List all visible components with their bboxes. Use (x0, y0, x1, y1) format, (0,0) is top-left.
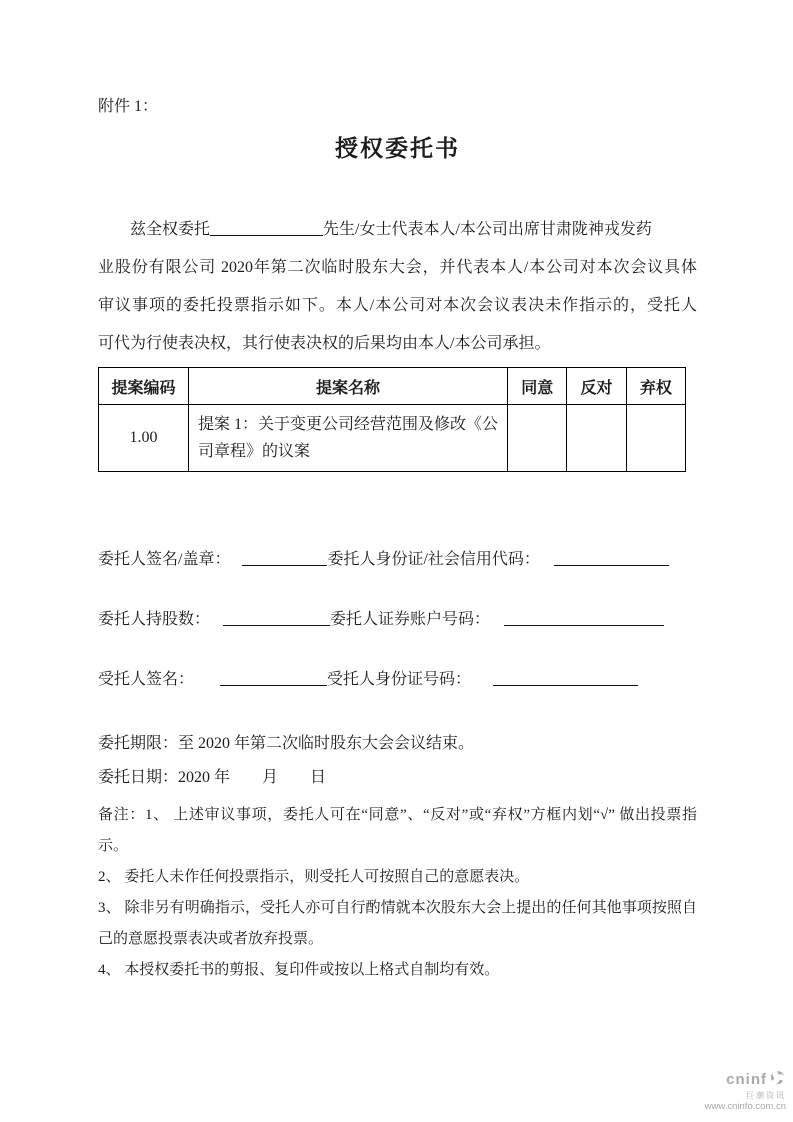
oppose-vote-cell (567, 405, 626, 472)
trustee-id-label: 受托人身份证号码： (327, 671, 472, 688)
note-item-4: 4、 本授权委托书的剪报、复印件或按以上格式自制均有效。 (98, 962, 500, 978)
paragraph-line-2: 业股份有限公司 2020年第二次临时股东大会，并代表本人/本公司对本次会议具体 (98, 259, 697, 276)
mandate-term-line: 委托期限：至 2020 年第二次临时股东大会会议结束。 (98, 735, 475, 752)
paragraph-line-1-post: 先生/女士代表本人/本公司出席甘肃陇神戎发药 (323, 221, 652, 238)
paragraph-line-1-pre: 兹全权委托 (130, 221, 211, 238)
cninfo-logo (705, 1069, 786, 1112)
header-agree: 同意 (508, 368, 567, 405)
cninfo-brand-text: cninf (726, 1070, 767, 1088)
principal-shares-label: 委托人持股数： (98, 611, 211, 628)
mandate-date-line: 委托日期：2020 年 月 日 (98, 769, 327, 786)
header-proposal-name: 提案名称 (188, 368, 507, 405)
trustee-signature-label: 受托人签名： (98, 671, 195, 688)
principal-signature-blank (242, 550, 327, 566)
agree-vote-cell (508, 405, 567, 472)
cninfo-chinese-name: 巨潮资讯 (746, 1090, 786, 1100)
document-content (98, 96, 697, 986)
proposal-table (98, 367, 686, 472)
principal-account-blank (504, 610, 664, 626)
note-item-1: 备注：1、 上述审议事项，委托人可在“同意”、“反对”或“弃权”方框内划“√” 做出投票指示。 (98, 807, 697, 854)
note-item-2: 2、 委托人未作任何投票指示，则受托人可按照自己的意愿表决。 (98, 869, 530, 885)
header-abstain: 弃权 (626, 368, 685, 405)
table-header-row (99, 368, 686, 405)
trustee-signature-blank (220, 670, 327, 686)
abstain-vote-cell (626, 405, 685, 472)
proposal-name-cell: 提案 1：关于变更公司经营范围及修改《公司章程》的议案 (188, 405, 507, 472)
principal-id-blank (554, 550, 669, 566)
trustee-signature-row (98, 668, 697, 692)
principal-id-label: 委托人身份证/社会信用代码： (327, 551, 540, 568)
proposal-code-cell: 1.00 (99, 405, 189, 472)
intro-paragraph (98, 211, 697, 363)
paragraph-line-4: 可代为行使表决权，其行使表决权的后果均由本人/本公司承担。 (98, 335, 551, 352)
signature-section (98, 548, 697, 692)
principal-shares-row (98, 608, 697, 632)
header-proposal-code: 提案编码 (99, 368, 189, 405)
attachment-label: 附件 1： (98, 98, 159, 115)
principal-shares-blank (223, 610, 330, 626)
principal-account-label: 委托人证券账户号码： (330, 611, 491, 628)
paragraph-line-3: 审议事项的委托投票指示如下。本人/本公司对本次会议表决未作指示的，受托人 (98, 297, 697, 314)
cninfo-url: www.cninfo.com.cn (704, 1101, 786, 1113)
paragraph-line-1 (98, 211, 697, 249)
page-title: 授权委托书 (335, 135, 460, 161)
notes-section (98, 800, 697, 986)
principal-signature-row (98, 548, 697, 572)
principal-name-blank (210, 220, 323, 236)
table-row (99, 405, 686, 472)
trustee-id-blank (493, 670, 638, 686)
cninfo-swirl-icon (769, 1069, 786, 1091)
note-item-3: 3、 除非另有明确指示，受托人亦可自行酌情就本次股东大会上提出的任何其他事项按照自己的意愿投票表决或者放弃投票。 (98, 900, 697, 947)
header-oppose: 反对 (567, 368, 626, 405)
principal-signature-label: 委托人签名/盖章： (98, 551, 231, 568)
